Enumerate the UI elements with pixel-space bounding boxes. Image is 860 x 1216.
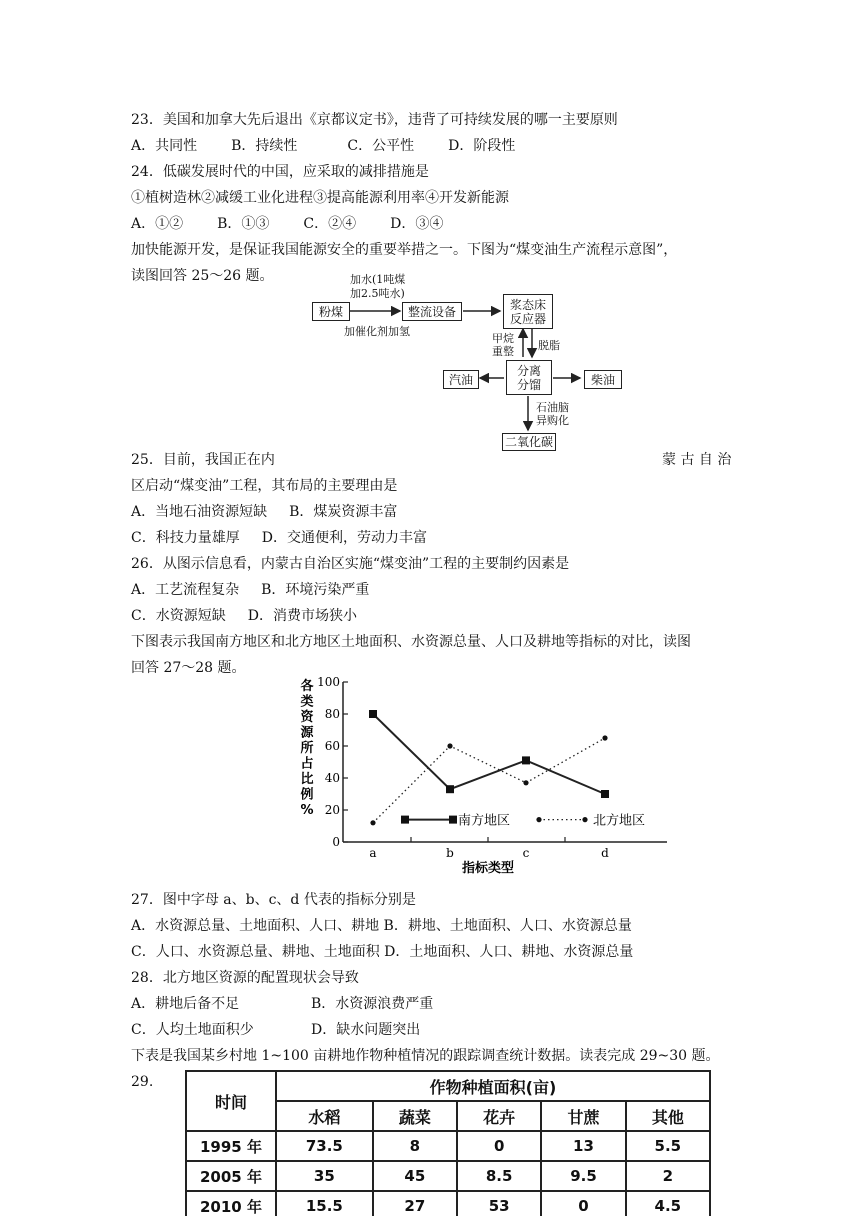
flow-label-water-2: 加2.5吨水): [350, 287, 405, 300]
table-col-sugarcane: 甘蔗: [541, 1101, 625, 1131]
q28-stem: 28．北方地区资源的配置现状会导致: [131, 970, 359, 986]
table-cell: 9.5: [541, 1161, 625, 1191]
table-cell: 53: [457, 1191, 541, 1216]
flow-sep-line2: 分馏: [516, 377, 541, 392]
table-cell-year: 2010 年: [186, 1191, 276, 1216]
table-col-other: 其他: [626, 1101, 710, 1131]
table-cell: 8: [373, 1131, 457, 1161]
flow-box-co2: 二氧化碳: [502, 433, 556, 451]
chart-y-label-char: 资: [300, 710, 314, 725]
table-cell: 45: [373, 1161, 457, 1191]
table-col-flower: 花卉: [457, 1101, 541, 1131]
q27-options-row1: A．水资源总量、土地面积、人口、耕地 B．耕地、土地面积、人口、水资源总量: [131, 918, 632, 934]
flow-box-gasoline: 汽油: [443, 370, 479, 389]
table-cell: 13: [541, 1131, 625, 1161]
chart-point-south: [601, 790, 609, 798]
q28-options-row2: [131, 1020, 454, 1040]
q25-stem-c: 区启动“煤变油”工程，其布局的主要理由是: [131, 478, 398, 494]
q29-number: 29.: [131, 1074, 154, 1090]
flow-label-naphtha-1: 石油脑: [536, 401, 569, 414]
q24-option-c: C．②④: [303, 216, 357, 232]
q25-stem-b: 蒙 古 自 治: [662, 452, 732, 468]
legend-marker-south: [449, 816, 457, 824]
table-cell: 73.5: [276, 1131, 373, 1161]
chart-y-label-char: 所: [300, 741, 314, 756]
chart-x-tick-label: c: [522, 846, 530, 860]
table-cell: 15.5: [276, 1191, 373, 1216]
legend-label-north: 北方地区: [593, 813, 646, 829]
q23-option-d: D．阶段性: [448, 138, 516, 154]
q23-option-b: B．持续性: [231, 138, 298, 154]
chart-y-label-char: 类: [300, 694, 314, 710]
intro-27-line2: 回答 27～28 题。: [131, 660, 246, 676]
chart-y-label-char: 各: [300, 679, 314, 694]
table-cell: 27: [373, 1191, 457, 1216]
flow-reactor-line1: 浆态床: [509, 297, 546, 312]
q24-items: ①植树造林②减缓工业化进程③提高能源利用率④开发新能源: [131, 190, 509, 206]
legend-marker-south: [401, 816, 409, 824]
flow-label-water-1: 加水(1吨煤: [350, 273, 406, 286]
q23-stem: 23．美国和加拿大先后退出《京都议定书》，违背了可持续发展的哪一主要原则: [131, 112, 618, 128]
resource-comparison-chart: [287, 672, 687, 876]
q23-option-c: C．公平性: [347, 138, 415, 154]
q25-options-row1: [131, 502, 431, 522]
q26-option-a: A．工艺流程复杂: [131, 582, 240, 598]
q28-options-row1: [131, 994, 467, 1014]
flow-box-reactor: [503, 294, 553, 329]
chart-y-tick-label: 20: [324, 803, 340, 817]
chart-point-north: [447, 743, 452, 748]
chart-y-tick-label: 100: [317, 675, 340, 689]
q26-option-d: D．消费市场狭小: [247, 608, 357, 624]
q25-option-d: D．交通便利，劳动力丰富: [261, 530, 427, 546]
table-cell: 35: [276, 1161, 373, 1191]
intro-29: 下表是我国某乡村地 1~100 亩耕地作物种植情况的跟踪调查统计数据。读表完成 29~30 题。: [131, 1048, 720, 1064]
chart-x-label: 指标类型: [461, 861, 515, 876]
coal-to-oil-flow-diagram: [310, 272, 630, 452]
legend-marker-north: [582, 817, 587, 822]
table-cell: 4.5: [626, 1191, 710, 1216]
legend-label-south: 南方地区: [458, 813, 511, 829]
q24-option-d: D．③④: [390, 216, 444, 232]
table-cell: 5.5: [626, 1131, 710, 1161]
chart-y-tick-label: 40: [324, 771, 340, 785]
chart-point-south: [446, 785, 454, 793]
q23-options: [131, 136, 549, 156]
flow-box-coal: 粉煤: [312, 302, 350, 321]
chart-y-tick-label: 0: [332, 835, 340, 849]
chart-series-line-1: [373, 714, 605, 794]
intro-25-line1: 加快能源开发，是保证我国能源安全的重要举措之一。下图为“煤变油生产流程示意图”，: [131, 242, 678, 258]
intro-25-line2: 读图回答 25～26 题。: [131, 268, 274, 284]
q28-option-c: C．人均土地面积少: [131, 1022, 254, 1038]
intro-27-line1: 下图表示我国南方地区和北方地区土地面积、水资源总量、人口及耕地等指标的对比，读图: [131, 634, 691, 650]
chart-y-label-char: %: [300, 803, 314, 818]
q28-option-b: B．水资源浪费严重: [311, 996, 434, 1012]
table-row: [186, 1131, 710, 1161]
flow-box-rectifier: 整流设备: [402, 302, 462, 321]
flow-box-diesel: 柴油: [584, 370, 622, 389]
flow-label-catalyst: 加催化剂加氢: [344, 325, 410, 338]
q24-option-b: B．①③: [217, 216, 270, 232]
q25-option-a: A．当地石油资源短缺: [131, 504, 268, 520]
table-cell: 8.5: [457, 1161, 541, 1191]
chart-y-tick-label: 80: [324, 707, 340, 721]
flow-reactor-line2: 反应器: [509, 311, 546, 326]
flow-label-delipid: 脱脂: [538, 339, 560, 352]
chart-y-tick-label: 60: [324, 739, 340, 753]
chart-point-south: [369, 710, 377, 718]
crop-area-table-wrap: [185, 1070, 711, 1216]
table-cell-year: 2005 年: [186, 1161, 276, 1191]
table-row: [186, 1161, 710, 1191]
q24-option-a: A．①②: [131, 216, 184, 232]
q27-options-row2: C．人口、水资源总量、耕地、土地面积 D．土地面积、人口、耕地、水资源总量: [131, 944, 634, 960]
flow-label-naphtha-2: 异购化: [536, 414, 569, 427]
table-cell: 0: [541, 1191, 625, 1216]
q23-option-a: A．共同性: [131, 138, 198, 154]
chart-series-line-2: [373, 738, 605, 823]
q24-options: [131, 214, 477, 234]
q26-option-b: B．环境污染严重: [261, 582, 370, 598]
q27-stem: 27．图中字母 a、b、c、d 代表的指标分别是: [131, 892, 416, 908]
q28-option-a: A．耕地后备不足: [131, 996, 240, 1012]
chart-y-label-char: 比: [300, 772, 314, 787]
q26-option-c: C．水资源短缺: [131, 608, 226, 624]
table-row: [186, 1191, 710, 1216]
flow-box-separation: [506, 360, 552, 395]
flow-label-methane-1: 甲烷: [492, 332, 514, 345]
chart-y-label-char: 例: [300, 787, 314, 803]
q26-options-row1: [131, 580, 403, 600]
table-cell-year: 1995 年: [186, 1131, 276, 1161]
chart-y-label-char: 源: [300, 725, 314, 741]
table-time-header: 时间: [186, 1071, 276, 1131]
table-cell: 0: [457, 1131, 541, 1161]
chart-point-south: [522, 756, 530, 764]
chart-point-north: [370, 820, 375, 825]
legend-marker-north: [536, 817, 541, 822]
chart-svg: [287, 672, 687, 876]
chart-point-north: [523, 780, 528, 785]
chart-x-tick-label: a: [369, 846, 377, 860]
flow-label-methane-2: 重整: [492, 345, 514, 358]
flow-sep-line1: 分离: [516, 363, 541, 378]
q24-stem: 24．低碳发展时代的中国，应采取的减排措施是: [131, 164, 429, 180]
q26-options-row2: [131, 606, 391, 626]
table-group-header: 作物种植面积(亩): [276, 1071, 710, 1101]
q25-stem-a: 25．目前，我国正在内: [131, 452, 275, 468]
table-cell: 2: [626, 1161, 710, 1191]
chart-y-label-char: 占: [300, 756, 314, 772]
q25-option-c: C．科技力量雄厚: [131, 530, 240, 546]
table-col-rice: 水稻: [276, 1101, 373, 1131]
q25-option-b: B．煤炭资源丰富: [289, 504, 398, 520]
chart-x-tick-label: d: [601, 846, 609, 860]
chart-point-north: [602, 735, 607, 740]
q28-option-d: D．缺水问题突出: [311, 1022, 421, 1038]
q25-options-row2: [131, 528, 461, 548]
chart-x-tick-label: b: [446, 846, 454, 860]
table-col-vegetable: 蔬菜: [373, 1101, 457, 1131]
q26-stem: 26．从图示信息看，内蒙古自治区实施“煤变油”工程的主要制约因素是: [131, 556, 570, 572]
crop-area-table: [185, 1070, 711, 1216]
